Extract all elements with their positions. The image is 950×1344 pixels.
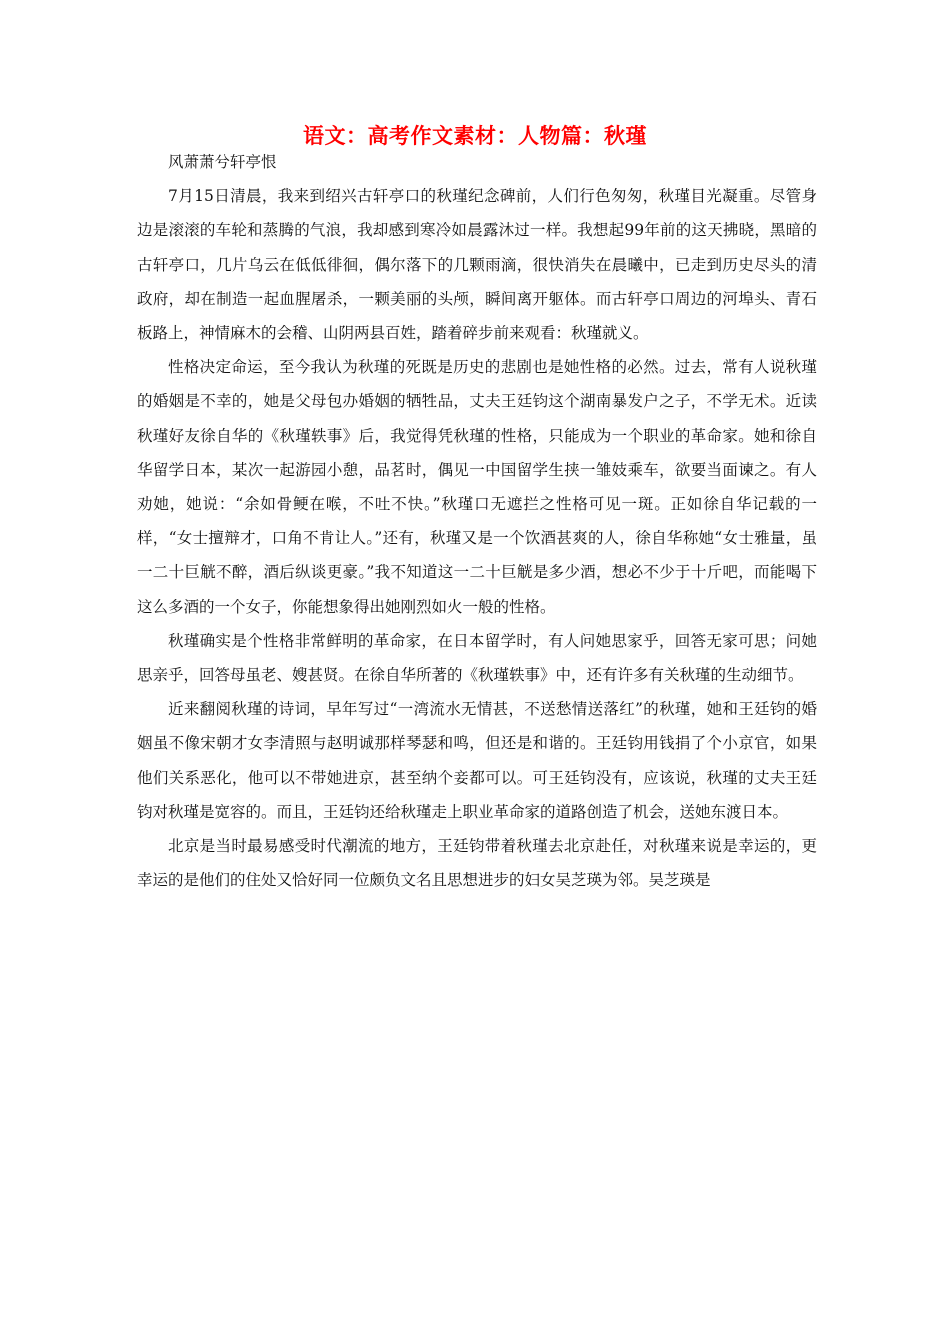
paragraph: 北京是当时最易感受时代潮流的地方，王廷钧带着秋瑾去北京赴任，对秋瑾来说是幸运的，更幸运的是他们的住处又恰好同一位颇负文名且思想进步的妇女吴芝瑛为邻。吴芝瑛是 xyxy=(137,837,817,890)
paragraph: 7月15日清晨，我来到绍兴古轩亭口的秋瑾纪念碑前，人们行色匆匆，秋瑾目光凝重。尽管身边是滚滚的车轮和蒸腾的气浪，我却感到寒冷如晨露沐过一样。我想起99年前的这天拂晓，黑暗的古轩亭口，几片乌云在低低徘徊，偶尔落下的几颗雨滴，很快消失在晨曦中，已走到历史尽头的清政府，却在制造一起血腥屠杀，一颗美丽的头颅，瞬间离开躯体。而古轩亭口周边的河埠头、青石板路上，神情麻木的会稽、山阴两县百姓，踏着碎步前来观看：秋瑾就义。 xyxy=(137,187,817,343)
paragraph: 秋瑾确实是个性格非常鲜明的革命家，在日本留学时，有人问她思家乎，回答无家可思；问她思亲乎，回答母虽老、嫂甚贤。在徐自华所著的《秋瑾轶事》中，还有许多有关秋瑾的生动细节。 xyxy=(137,631,817,685)
subtitle: 风萧萧兮轩亭恨 xyxy=(168,153,277,171)
document-title: 语文：高考作文素材：人物篇：秋瑾 xyxy=(303,123,647,148)
paragraph: 性格决定命运，至今我认为秋瑾的死既是历史的悲剧也是她性格的必然。过去，常有人说秋瑾的婚姻是不幸的，她是父母包办婚姻的牺牲品，丈夫王廷钧这个湖南暴发户之子，不学无术。近读秋瑾好友徐自华的《秋瑾轶事》后，我觉得凭秋瑾的性格，只能成为一个职业的革命家。她和徐自华留学日本，某次一起游园小憩，品茗时，偶见一中国留学生挟一雏妓乘车，欲要当面谏之。有人劝她，她说：“余如骨鲠在喉，不吐不快。”秋瑾口无遮拦之性格可见一斑。正如徐自华记载的一样，“女士擅辩才，口角不肯让人。”还有，秋瑾又是一个饮酒甚爽的人，徐自华称她“女士雅量，虽一二十巨觥不醉，酒后纵谈更豪。”我不知道这一二十巨觥是多少酒，想必不少于十斤吧，而能喝下这么多酒的一个女子，你能想象得出她刚烈如火一般的性格。 xyxy=(137,358,817,616)
document-body xyxy=(137,145,817,897)
paragraph: 近来翻阅秋瑾的诗词，早年写过“一湾流水无情甚，不送愁情送落红”的秋瑾，她和王廷钧的婚姻虽不像宋朝才女李清照与赵明诚那样琴瑟和鸣，但还是和谐的。王廷钧用钱捐了个小京官，如果他们关系恶化，他可以不带她进京，甚至纳个妾都可以。可王廷钧没有，应该说，秋瑾的丈夫王廷钧对秋瑾是宽容的。而且，王廷钧还给秋瑾走上职业革命家的道路创造了机会，送她东渡日本。 xyxy=(137,700,817,821)
